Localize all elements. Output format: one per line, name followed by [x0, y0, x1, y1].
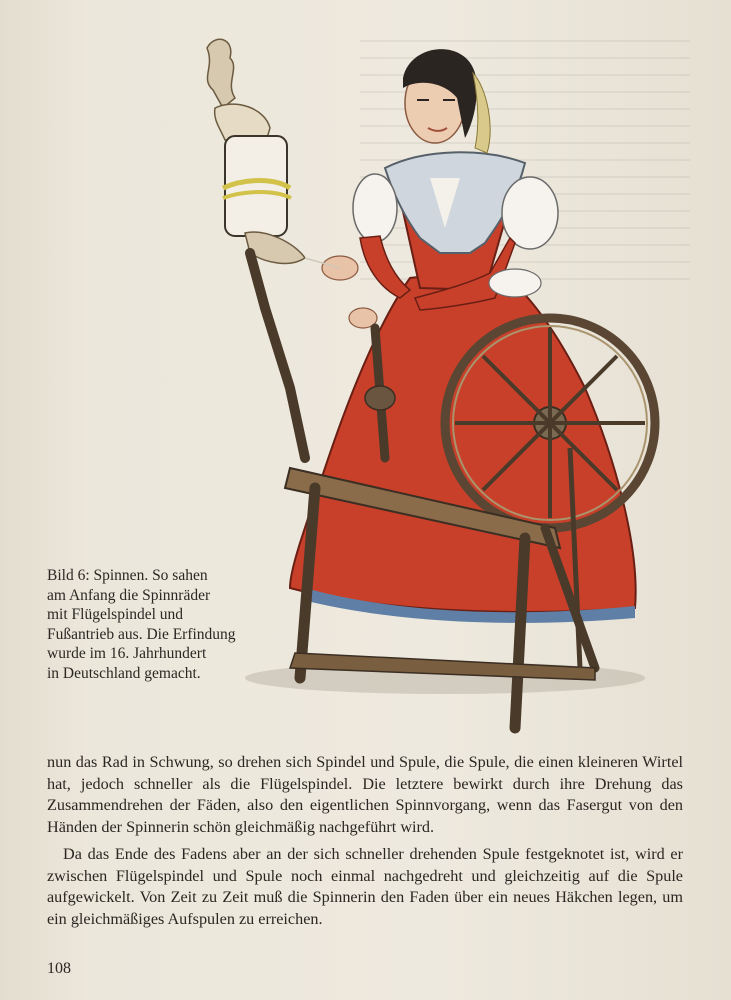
- caption-line: wurde im 16. Jahrhundert: [47, 645, 207, 662]
- caption-line: mit Flügelspindel und: [47, 606, 184, 623]
- body-text: [47, 752, 683, 936]
- caption-line: in Deutschland gemacht.: [47, 664, 201, 682]
- caption-line: Fußantrieb aus. Die Erfindung: [47, 625, 236, 643]
- caption-line: Bild 6: Spinnen. So sahen: [47, 567, 208, 584]
- wheel-icon: [445, 318, 655, 528]
- figure-caption: [47, 566, 277, 683]
- distaff-icon: [207, 39, 305, 263]
- caption-line: am Anfang die Spinnräder: [47, 586, 211, 604]
- paragraph: Da das Ende des Fadens aber an der sich schneller drehenden Spule festgeknotet ist, wird er zwischen Flügelspindel und Spule noch einmal nachgedreht und gleichzeitig auf die Spule aufgewickelt. Von Zeit zu Zeit muß die Spinnerin den Faden über ein neues Häkchen legen, um ein gleichmäßiges Aufspulen zu erreichen.: [47, 845, 683, 928]
- page-number: 108: [47, 960, 71, 977]
- paragraph: nun das Rad in Schwung, so drehen sich Spindel und Spule, die Spule, die einen kleineren Wirtel hat, jedoch schneller als die Flügelspindel. Die letztere bewirkt durch ihre Drehung das Zusammendrehen der Fäden, also den eigentlichen Spinnvorgang, wenn das Fasergut von den Händen der Spinnerin schön gleichmäßig nachgeführt wird.: [47, 753, 683, 836]
